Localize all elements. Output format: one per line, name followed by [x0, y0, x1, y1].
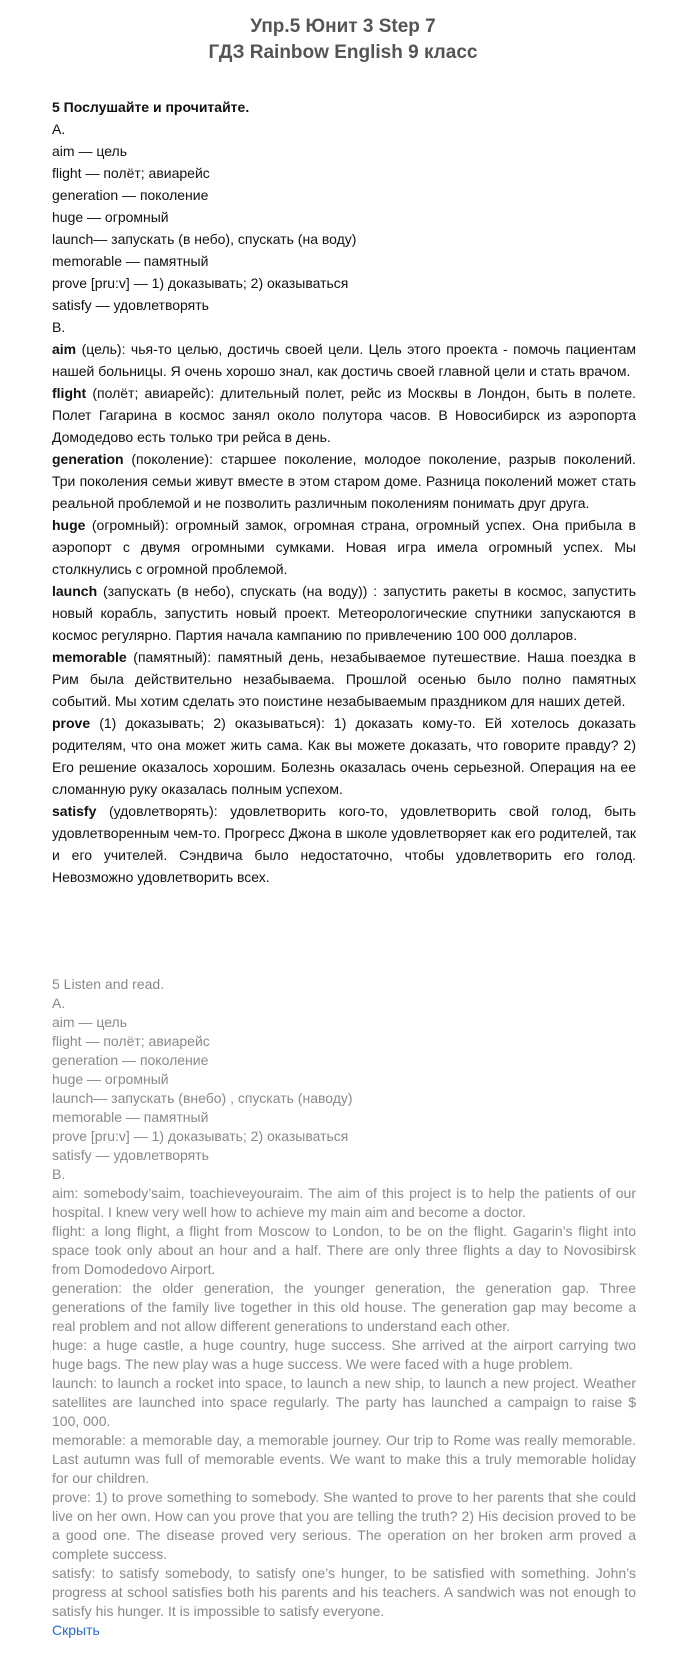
ru-entry-word: launch — [52, 583, 98, 599]
ru-entry — [52, 646, 636, 712]
ru-entry-text: (огромный): огромный замок, огромная страна, огромный успех. Она прибыла в аэропорт с двумя огромными сумками. Новая игра имела огромный успех. Мы столкнулись с огромной проблемой. — [52, 517, 636, 577]
en-paragraph: huge: a huge castle, a huge country, huge success. She arrived at the airport carrying two huge bags. The new play was a huge success. We were faced with a huge problem. — [52, 1337, 636, 1372]
en-vocab-item: satisfy — удовлетворять — [52, 1147, 209, 1163]
ru-entry-word: memorable — [52, 649, 127, 665]
ru-entry-word: flight — [52, 385, 87, 401]
en-paragraph: aim: somebody’saim, toachieveyouraim. The aim of this project is to help the patients of our hospital. I knew very well how to achieve my main aim and become a doctor. — [52, 1185, 636, 1220]
ru-part-b-label: B. — [52, 319, 66, 335]
ru-entry — [52, 382, 636, 448]
ru-entry — [52, 448, 636, 514]
ru-entry-word: prove — [52, 715, 91, 731]
ru-vocab-item: huge — огромный — [52, 209, 169, 225]
ru-entry-word: generation — [52, 451, 124, 467]
page-header — [0, 14, 686, 66]
ru-vocab-item: satisfy — удовлетворять — [52, 297, 209, 313]
en-vocab-item: launch— запускать (внебо) , спускать (наводу) — [52, 1090, 353, 1106]
ru-entry-word: huge — [52, 517, 86, 533]
en-paragraph: prove: 1) to prove something to somebody. She wanted to prove to her parents that she could live on her own. How can you prove that you are telling the truth? 2) His decision proved to be a good one. The disease proved very serious. The operation on her broken arm proved a complete success. — [52, 1489, 636, 1562]
ru-entry — [52, 712, 636, 800]
ru-entry-text: (полёт; авиарейс): длительный полет, рейс из Москвы в Лондон, быть в полете. Полет Гагарина в космос занял около полутора часов. В Новосибирск из аэропорта Домодедово есть только три рейса в день. — [52, 385, 636, 445]
en-vocab-item: aim — цель — [52, 1014, 127, 1030]
ru-entry-text: (запускать (в небо), спускать (на воду)) : запустить ракеты в космос, запустить новый корабль, запустить новый проект. Метеорологические спутники запускаются в космос регулярно. Партия начала кампанию по привлечению 100 000 долларов. — [52, 583, 636, 643]
en-vocab-item: prove [pru:v] — 1) доказывать; 2) оказываться — [52, 1128, 349, 1144]
en-exercise-heading: 5 Listen and read. — [52, 976, 165, 992]
en-paragraph: generation: the older generation, the younger generation, the generation gap. Three generations of the family live together in this old house. The generation gap may become a real problem and not allow different generations to understand each other. — [52, 1280, 636, 1334]
ru-entry-text: (цель): чья-то целью, достичь своей цели. Цель этого проекта - помочь пациентам нашей больницы. Я очень хорошо знал, как достичь своей главной цели и стать врачом. — [52, 341, 636, 379]
en-vocab-item: flight — полёт; авиарейс — [52, 1033, 210, 1049]
page-title-line-1: Упр.5 Юнит 3 Step 7 — [250, 16, 436, 37]
en-paragraph: satisfy: to satisfy somebody, to satisfy one’s hunger, to be satisfied with something. John’s progress at school satisfies both his parents and his teachers. A sandwich was not enough to satisfy his hunger. It is impossible to satisfy everyone. — [52, 1565, 636, 1619]
ru-entry — [52, 514, 636, 580]
en-part-b-label: B. — [52, 1166, 66, 1182]
ru-entry-text: (1) доказывать; 2) оказываться): 1) доказать кому-то. Ей хотелось доказать родителям, что она может жить сама. Как вы можете доказать, что говорите правду? 2) Его решение оказалось хорошим. Болезнь оказалась очень серьезной. Операция на ее сломанную руку оказалась полным успехом. — [52, 715, 636, 797]
en-paragraph: flight: a long flight, a flight from Moscow to London, to be on the flight. Gagarin’s flight into space took only about an hour and a half. There are only three flights a day to Novosibirsk from Domodedovo Airport. — [52, 1223, 636, 1277]
ru-part-a-label: A. — [52, 121, 66, 137]
ru-entry — [52, 338, 636, 382]
ru-entry-word: aim — [52, 341, 77, 357]
en-paragraph: launch: to launch a rocket into space, to launch a new ship, to launch a new project. Weather satellites are launched into space regularly. The party has launched a campaign to raise $ 100, 000. — [52, 1375, 636, 1429]
english-section — [52, 975, 636, 1640]
ru-vocab-item: generation — поколение — [52, 187, 209, 203]
ru-exercise-heading: 5 Послушайте и прочитайте. — [52, 99, 250, 115]
en-paragraph: memorable: a memorable day, a memorable journey. Our trip to Rome was really memorable. Last autumn was full of memorable events. We want to make this a truly memorable holiday for our children. — [52, 1432, 636, 1486]
en-vocab-item: memorable — памятный — [52, 1109, 209, 1125]
en-vocab-item: huge — огромный — [52, 1071, 169, 1087]
hide-translation-link[interactable]: Скрыть — [52, 1622, 100, 1638]
en-part-a-label: A. — [52, 995, 66, 1011]
ru-entry-text: (удовлетворять): удовлетворить кого-то, удовлетворить свой голод, быть удовлетворенным чем-то. Прогресс Джона в школе удовлетворяет как его родителей, так и его учителей. Сэндвича было недостаточно, чтобы удовлетворить его голод. Невозможно удовлетворить всех. — [52, 803, 636, 885]
en-vocab-item: generation — поколение — [52, 1052, 209, 1068]
ru-vocab-item: aim — цель — [52, 143, 127, 159]
ru-vocab-item: prove [pru:v] — 1) доказывать; 2) оказываться — [52, 275, 349, 291]
ru-entry-text: (памятный): памятный день, незабываемое путешествие. Наша поездка в Рим была действительно незабываема. Прошлой осенью было полно памятных событий. Мы хотим сделать это поистине незабываемым праздником для наших детей. — [52, 649, 636, 709]
ru-entry-word: satisfy — [52, 803, 97, 819]
ru-vocab-item: flight — полёт; авиарейс — [52, 165, 210, 181]
ru-vocab-item: memorable — памятный — [52, 253, 209, 269]
page-title-line-2: ГДЗ Rainbow English 9 класс — [208, 42, 478, 63]
ru-entry-text: (поколение): старшее поколение, молодое поколение, разрыв поколений. Три поколения семьи живут вместе в этом старом доме. Разница поколений может стать реальной проблемой и не позволить различным поколениям понимать друг друга. — [52, 451, 636, 511]
russian-section — [52, 96, 636, 888]
ru-entry — [52, 580, 636, 646]
ru-vocab-item: launch— запускать (в небо), спускать (на воду) — [52, 231, 357, 247]
ru-entry — [52, 800, 636, 888]
